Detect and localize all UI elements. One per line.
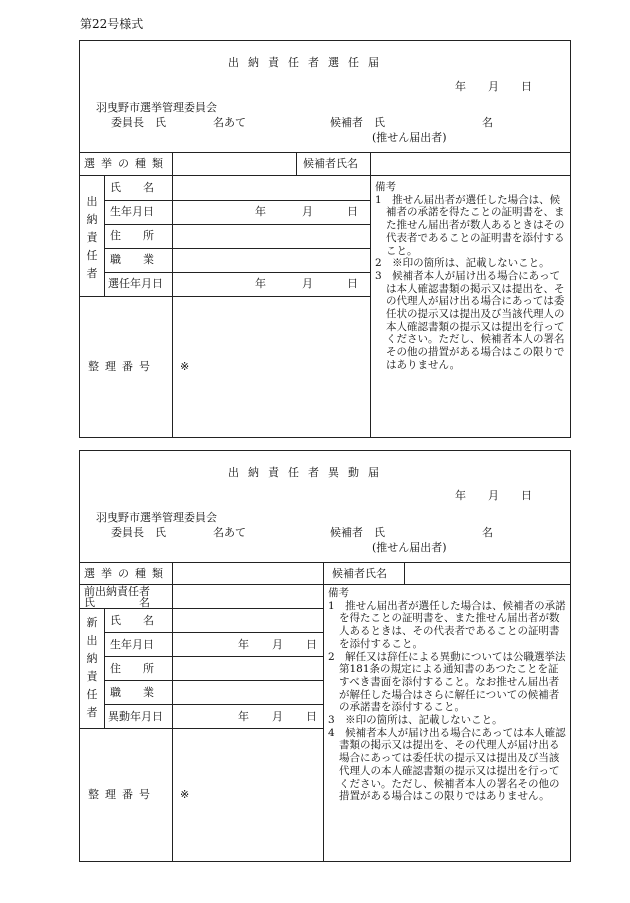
form2-reference-number-label: 整理番号 — [88, 788, 156, 801]
form2-row-birthdate: 生年月日 — [110, 638, 154, 651]
form1-row-birthdate: 生年月日 — [110, 205, 154, 218]
form2-note-2: 2 解任又は辞任による異動については公職選挙法第181条の規定による通知書のあつたことを証すべき書面を添付すること。なお推せん届出者が解任した場合はさらに解任についての候補者の承諾書を添付すること。 — [328, 650, 566, 714]
form1-chairman: 委員長 氏 — [111, 116, 166, 129]
form2-date-day: 日 — [521, 489, 532, 502]
form-number: 第22号様式 — [80, 17, 144, 31]
form1-date-day: 日 — [521, 80, 532, 93]
form2-officer-label: 新出納責任者 — [86, 616, 98, 719]
form2-changed-year: 年 — [238, 710, 249, 723]
form2-note-3: 3 ※印の箇所は、記載しないこと。 — [328, 714, 503, 727]
form2-changed-day: 日 — [306, 710, 317, 723]
form2-birth-day: 日 — [306, 638, 317, 651]
form2-previous-officer-name-label: 氏 名 — [84, 596, 150, 609]
form1-row-name: 氏 名 — [110, 181, 154, 194]
form1-appointed-year: 年 — [255, 277, 266, 290]
form2-row-name: 氏 名 — [110, 614, 154, 627]
form2-changed-month: 月 — [272, 710, 283, 723]
form2-candidate-name-suffix: 名 — [482, 526, 493, 539]
form1-note-2: 2 ※印の箇所は、記載しないこと。 — [375, 257, 550, 270]
form2-note-4: 4 候補者本人が届け出る場合にあっては本人確認書類の掲示又は提出を、その代理人が届け出る場合にあっては委任状の提示又は提出及び当該代理人の本人確認書類の提示又は提出を行ってください。ただし、候補者本人の署名その他の措置がある場合はこの限りではありません。 — [328, 726, 566, 803]
form2-notes — [328, 587, 567, 803]
form2-birth-year: 年 — [238, 638, 249, 651]
form1-birth-day: 日 — [347, 205, 358, 218]
form2-candidate-label: 候補者 氏 — [330, 526, 385, 539]
form2-addressed-to: 名あて — [213, 526, 246, 539]
form1-candidate-label: 候補者 氏 — [330, 116, 385, 129]
form1-row-occupation: 職 業 — [110, 253, 154, 266]
form2-birth-month: 月 — [272, 638, 283, 651]
form1-election-type-label: 選挙の種類 — [84, 157, 169, 170]
form2-date-year: 年 — [455, 489, 466, 502]
form1-recommender: (推せん届出者) — [372, 131, 447, 144]
form2-row-occupation: 職 業 — [110, 686, 154, 699]
form1-appointed-day: 日 — [347, 277, 358, 290]
form2-addressee: 羽曳野市選挙管理委員会 — [96, 511, 217, 524]
form1-candidate-name-label: 候補者氏名 — [303, 157, 358, 170]
form2-row-changed-date: 異動年月日 — [108, 710, 163, 723]
form1-note-1: 1 推せん届出者が選任した場合は、候補者の承諾を得たことの証明書を、また推せん届出者が数人あるときはその代表者であることの証明書を添付すること。 — [375, 193, 565, 257]
form1-birth-year: 年 — [255, 205, 266, 218]
form1-officer-label: 出納責任者 — [86, 195, 98, 280]
form1-note-3: 3 候補者本人が届け出る場合にあっては本人確認書類の掲示又は提出を、その代理人が届け出る場合にあっては委任状の提示又は提出及び当該代理人の本人確認書類の提示又は提出を行ってください。ただし、候補者本人の署名その他の措置がある場合はこの限りではありません。 — [375, 269, 565, 371]
form1-row-appointed-date: 選任年月日 — [108, 277, 163, 290]
form2-recommender: (推せん届出者) — [372, 541, 447, 554]
form1-date-year: 年 — [455, 80, 466, 93]
form2-chairman: 委員長 氏 — [111, 526, 166, 539]
form1-birth-month: 月 — [302, 205, 313, 218]
form2-election-type-label: 選挙の種類 — [84, 567, 169, 580]
form1-appointed-month: 月 — [302, 277, 313, 290]
form2-date-month: 月 — [488, 489, 499, 502]
form2-candidate-name-label: 候補者氏名 — [332, 567, 387, 580]
form1-date-month: 月 — [488, 80, 499, 93]
form1-notes-title: 備考 — [375, 181, 396, 193]
form2-reference-mark: ※ — [180, 788, 190, 801]
form1-row-address: 住 所 — [110, 229, 154, 242]
form1-addressed-to: 名あて — [213, 116, 246, 129]
form1-candidate-name-suffix: 名 — [482, 116, 493, 129]
form1-reference-mark: ※ — [180, 360, 190, 373]
form1-title: 出納責任者選任届 — [228, 56, 388, 69]
form2-note-1: 1 推せん届出者が選任した場合は、候補者の承諾を得たことの証明書を、また推せん届出者が数人あるときは、その代表者であることの証明書を添付すること。 — [328, 599, 566, 650]
form2-row-address: 住 所 — [110, 662, 154, 675]
form1-addressee: 羽曳野市選挙管理委員会 — [96, 101, 217, 114]
form2-notes-title: 備考 — [328, 587, 349, 599]
form2-title: 出納責任者異動届 — [228, 466, 388, 479]
form1-reference-number-label: 整理番号 — [88, 360, 156, 373]
form2-previous-officer-label: 前出納責任者 — [84, 585, 150, 598]
